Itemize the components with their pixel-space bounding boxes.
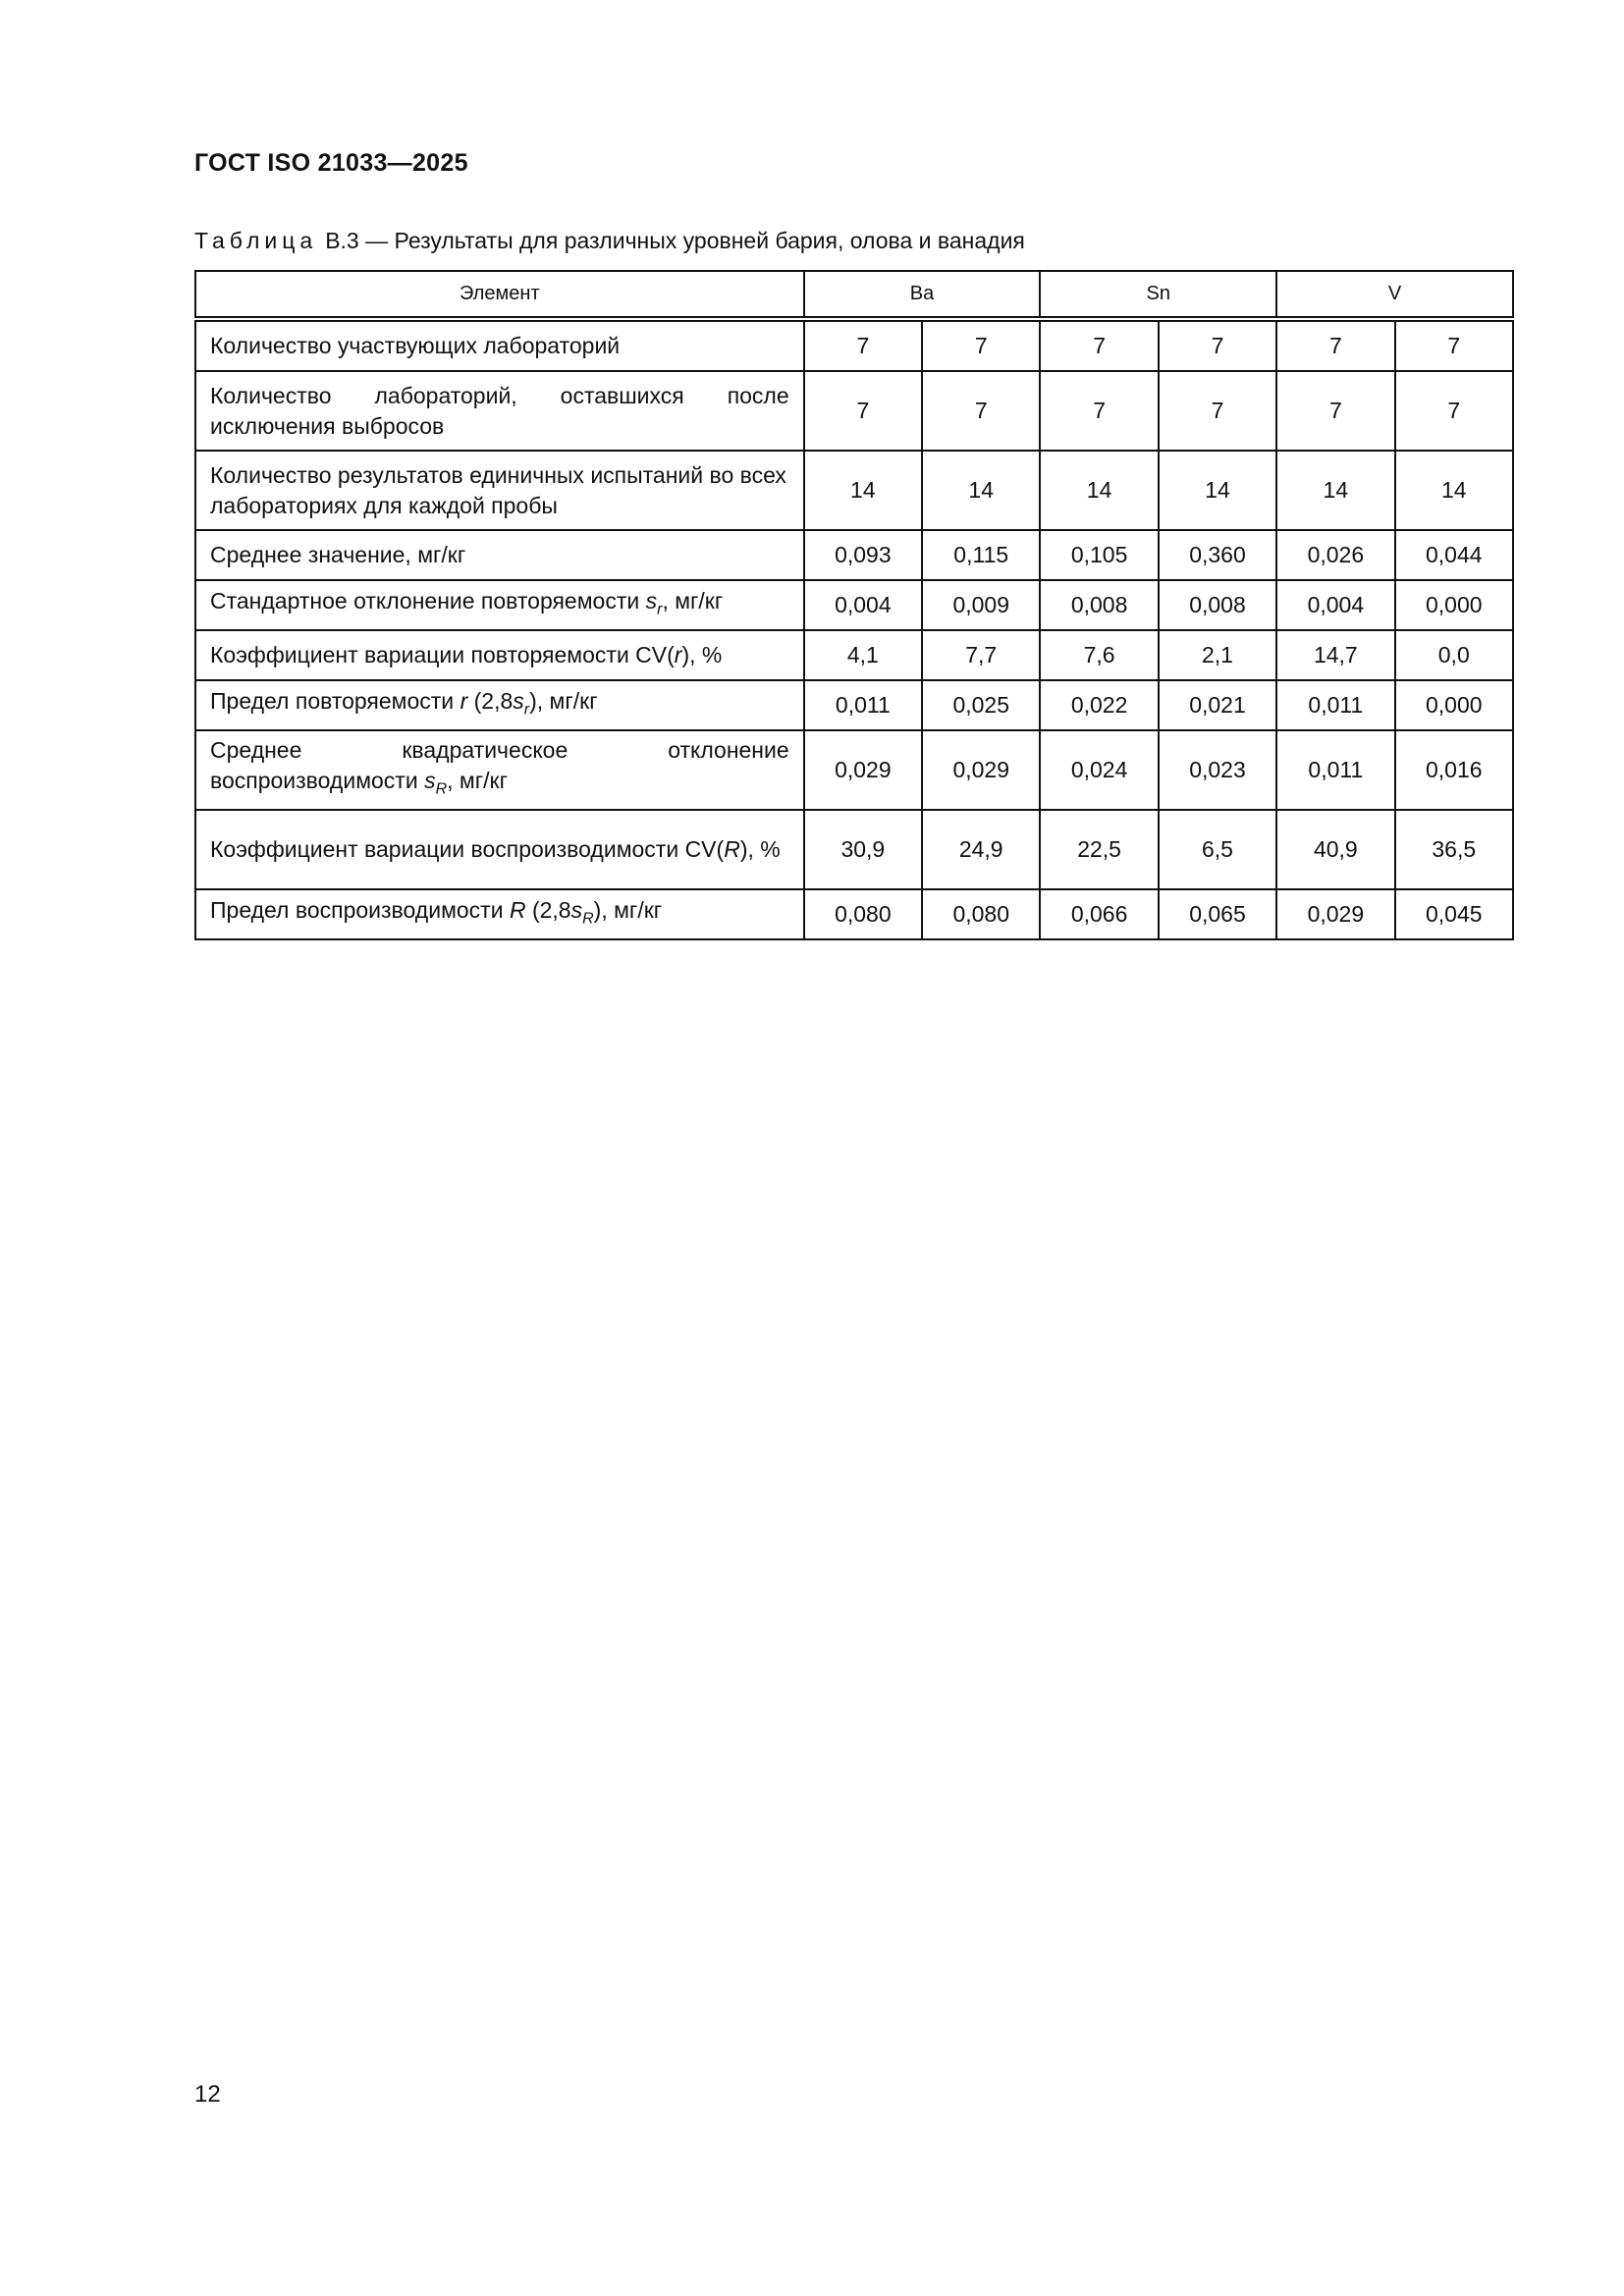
table-cell: 7 — [1395, 371, 1513, 451]
table-row — [195, 319, 1513, 371]
table-cell: 0,004 — [804, 580, 922, 630]
table-cell: 7 — [1276, 319, 1394, 371]
table-cell: 0,029 — [1276, 889, 1394, 939]
row-label: Среднее значение, мг/кг — [195, 530, 804, 580]
table-cell: 0,008 — [1040, 580, 1158, 630]
table-cell: 7 — [1276, 371, 1394, 451]
table-cell: 7 — [1040, 319, 1158, 371]
table-cell: 14 — [1276, 451, 1394, 530]
table-cell: 7 — [922, 319, 1040, 371]
table-cell: 7,7 — [922, 630, 1040, 680]
row-label: Стандартное отклонение повторяемости $s_r$, мг/кг — [195, 580, 804, 630]
table-cell: 14 — [1040, 451, 1158, 530]
table-cell: 0,105 — [1040, 530, 1158, 580]
table-row — [195, 889, 1513, 939]
row-label: Количество лабораторий, оставшихся после исключения выбросов — [195, 371, 804, 451]
table-cell: 0,045 — [1395, 889, 1513, 939]
table-cell: 14 — [922, 451, 1040, 530]
table-cell: 0,026 — [1276, 530, 1394, 580]
table-cell: 2,1 — [1159, 630, 1276, 680]
table-cell: 0,008 — [1159, 580, 1276, 630]
table-cell: 0,009 — [922, 580, 1040, 630]
table-cell: 0,025 — [922, 680, 1040, 730]
table-cell: 0,021 — [1159, 680, 1276, 730]
table-cell: 7 — [804, 319, 922, 371]
table-cell: 14 — [804, 451, 922, 530]
document-header: ГОСТ ISO 21033—2025 — [194, 149, 468, 177]
table-row — [195, 451, 1513, 530]
table-row — [195, 530, 1513, 580]
row-label: Среднее квадратическое отклонение воспроизводимости $s_R$, мг/кг — [195, 730, 804, 810]
table-cell: 0,023 — [1159, 730, 1276, 810]
table-cell: 14,7 — [1276, 630, 1394, 680]
table-row — [195, 680, 1513, 730]
table-cell: 0,080 — [922, 889, 1040, 939]
page-number: 12 — [194, 2081, 221, 2108]
row-label: Количество результатов единичных испытаний во всех лабораториях для каждой пробы — [195, 451, 804, 530]
table-cell: 0,024 — [1040, 730, 1158, 810]
header-ba: Ba — [804, 271, 1041, 319]
table-row — [195, 630, 1513, 680]
table-cell: 0,029 — [922, 730, 1040, 810]
row-label: Количество участвующих лабораторий — [195, 319, 804, 371]
table-cell: 7 — [804, 371, 922, 451]
row-label: Предел повторяемости r $(2,8s_r)$, мг/кг — [195, 680, 804, 730]
table-cell: 7,6 — [1040, 630, 1158, 680]
table-cell: 36,5 — [1395, 810, 1513, 889]
table-cell: 0,000 — [1395, 680, 1513, 730]
table-cell: 14 — [1395, 451, 1513, 530]
table-row — [195, 580, 1513, 630]
table-caption — [194, 228, 1025, 254]
table-cell: 0,360 — [1159, 530, 1276, 580]
table-cell: 14 — [1159, 451, 1276, 530]
table-cell: 0,016 — [1395, 730, 1513, 810]
table-cell: 0,004 — [1276, 580, 1394, 630]
table-cell: 0,011 — [1276, 680, 1394, 730]
table-cell: 0,066 — [1040, 889, 1158, 939]
table-cell: 6,5 — [1159, 810, 1276, 889]
table-cell: 7 — [1159, 319, 1276, 371]
header-v: V — [1276, 271, 1513, 319]
header-sn: Sn — [1040, 271, 1276, 319]
table-cell: 0,011 — [1276, 730, 1394, 810]
table-cell: 24,9 — [922, 810, 1040, 889]
table-cell: 0,011 — [804, 680, 922, 730]
caption-word: Таблица — [194, 228, 318, 253]
table-row — [195, 730, 1513, 810]
table-cell: 0,0 — [1395, 630, 1513, 680]
header-element: Элемент — [195, 271, 804, 319]
table-cell: 0,022 — [1040, 680, 1158, 730]
table-cell: 40,9 — [1276, 810, 1394, 889]
table-cell: 7 — [1395, 319, 1513, 371]
table-cell: 7 — [1159, 371, 1276, 451]
table-cell: 0,080 — [804, 889, 922, 939]
caption-text: B.3 — Результаты для различных уровней бария, олова и ванадия — [325, 228, 1025, 253]
row-label: Предел воспроизводимости R $(2,8s_R)$, мг/кг — [195, 889, 804, 939]
table-cell: 30,9 — [804, 810, 922, 889]
table-cell: 7 — [1040, 371, 1158, 451]
table-row — [195, 810, 1513, 889]
table-cell: 0,065 — [1159, 889, 1276, 939]
table-cell: 0,093 — [804, 530, 922, 580]
table-cell: 4,1 — [804, 630, 922, 680]
table-header-row — [195, 271, 1513, 319]
table-cell: 0,115 — [922, 530, 1040, 580]
results-table — [194, 270, 1514, 940]
table-cell: 7 — [922, 371, 1040, 451]
row-label: Коэффициент вариации воспроизводимости CV(R), % — [195, 810, 804, 889]
table-cell: 0,044 — [1395, 530, 1513, 580]
table-cell: 0,000 — [1395, 580, 1513, 630]
table-cell: 22,5 — [1040, 810, 1158, 889]
row-label: Коэффициент вариации повторяемости CV(r), % — [195, 630, 804, 680]
table-cell: 0,029 — [804, 730, 922, 810]
table-row — [195, 371, 1513, 451]
